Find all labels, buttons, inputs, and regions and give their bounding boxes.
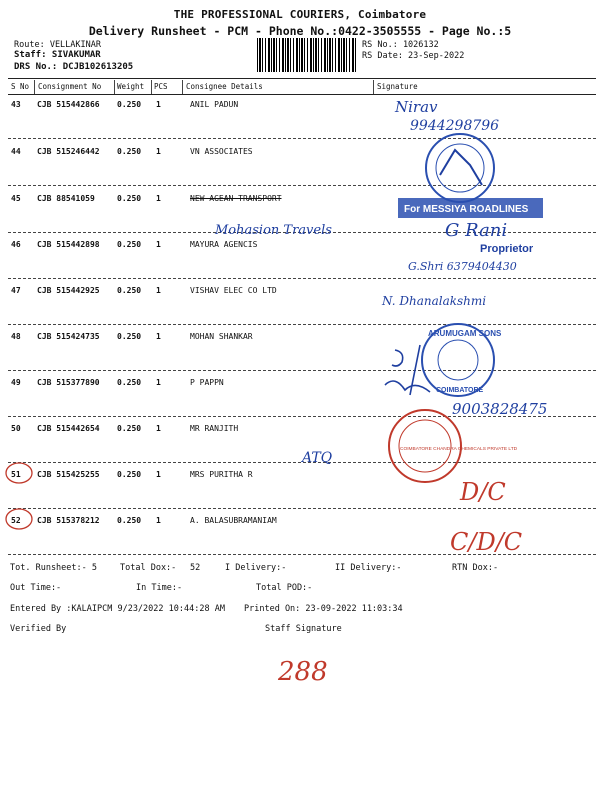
row-pcs: 1	[156, 470, 161, 479]
ii-delivery-label: II Delivery:-	[335, 563, 402, 573]
row-consignment-no: CJB 88541059	[37, 194, 95, 203]
total-pod-label: Total POD:-	[256, 583, 313, 593]
svg-text:Proprietor: Proprietor	[480, 243, 534, 255]
row-pcs: 1	[156, 147, 161, 156]
row-consignment-no: CJB 515442925	[37, 286, 100, 295]
row-sno: 43	[11, 100, 21, 109]
staff-signature-scribble: 288	[278, 657, 328, 687]
round-stamp	[426, 134, 494, 202]
row-sno: 45	[11, 194, 21, 203]
row-consignment-no: CJB 515424735	[37, 332, 100, 341]
out-time-label: Out Time:-	[10, 583, 62, 593]
round-stamp	[422, 324, 502, 396]
rs-number: RS No.: 1026132	[362, 40, 439, 50]
row-weight: 0.250	[117, 147, 142, 156]
row-consignee: VN ASSOCIATES	[190, 147, 253, 156]
row-consignment-no: CJB 515442866	[37, 100, 100, 109]
row-weight: 0.250	[117, 100, 142, 109]
row-consignment-no: CJB 515246442	[37, 147, 100, 156]
row-pcs: 1	[156, 378, 161, 387]
row-consignee: P PAPPN	[190, 378, 224, 387]
handwritten-note: D/C	[460, 478, 506, 506]
staff-signature-label: Staff Signature	[265, 624, 342, 634]
i-delivery-label: I Delivery:-	[225, 563, 287, 573]
col-header-sno: S No	[11, 82, 30, 91]
printed-on: Printed On: 23-09-2022 11:03:34	[244, 604, 403, 614]
drs-number: DRS No.: DCJB102613205	[14, 62, 134, 72]
row-weight: 0.250	[117, 470, 142, 479]
col-header-consignee: Consignee Details	[186, 82, 263, 91]
row-consignment-no: CJB 515378212	[37, 516, 100, 525]
row-weight: 0.250	[117, 378, 142, 387]
col-header-weight: Weight	[117, 82, 145, 91]
handwritten-signature: N. Dhanalakshmi	[382, 294, 487, 308]
svg-text:COIMBATORE: COIMBATORE	[436, 387, 484, 394]
row-pcs: 1	[156, 332, 161, 341]
row-weight: 0.250	[117, 516, 142, 525]
svg-text:For MESSIYA ROADLINES: For MESSIYA ROADLINES	[404, 204, 529, 215]
row-consignment-no: CJB 515442654	[37, 424, 100, 433]
row-pcs: 1	[156, 100, 161, 109]
handwritten-name: Nirav	[395, 98, 438, 116]
staff-label: Staff: SIVAKUMAR	[14, 50, 101, 60]
total-dox-label: Total Dox:-	[120, 563, 177, 573]
svg-text:COIMBATORE CHANDRA CHEMICALS P: COIMBATORE CHANDRA CHEMICALS PRIVATE LTD	[400, 447, 518, 452]
row-sno: 49	[11, 378, 21, 387]
handwritten-phone: 9944298796	[410, 118, 500, 134]
row-consignee: NEW AGEAN TRANSPORT	[190, 194, 282, 203]
handwritten-signature: G Rani	[445, 220, 508, 241]
total-dox-value: 52	[190, 563, 201, 573]
row-weight: 0.250	[117, 194, 142, 203]
row-sno: 48	[11, 332, 21, 341]
col-header-pcs: PCS	[154, 82, 168, 91]
row-pcs: 1	[156, 516, 161, 525]
row-pcs: 1	[156, 424, 161, 433]
red-round-stamp	[389, 410, 518, 482]
route-label: Route: VELLAKINAR	[14, 40, 101, 50]
col-header-signature: Signature	[377, 82, 418, 91]
row-consignee: VISHAV ELEC CO LTD	[190, 286, 277, 295]
row-sno: 52	[11, 516, 21, 525]
handwritten-phone: G.Shri 6379404430	[408, 260, 517, 273]
entered-by: Entered By :KALAIPCM 9/23/2022 10:44:28 AM	[10, 604, 225, 614]
row-sno: 47	[11, 286, 21, 295]
handwritten-note: ATQ	[302, 450, 333, 466]
row-pcs: 1	[156, 286, 161, 295]
row-weight: 0.250	[117, 424, 142, 433]
row-consignee: ANIL PADUN	[190, 100, 239, 109]
row-pcs: 1	[156, 240, 161, 249]
row-weight: 0.250	[117, 332, 142, 341]
row-weight: 0.250	[117, 240, 142, 249]
row-sno: 44	[11, 147, 21, 156]
runsheet-title: Delivery Runsheet - PCM - Phone No.:0422-3505555 - Page No.:5	[88, 24, 512, 38]
row-consignee: A. BALASUBRAMANIAM	[190, 516, 277, 525]
col-header-consignment: Consignment No	[38, 82, 102, 91]
svg-text:ARUMUGAM SONS: ARUMUGAM SONS	[428, 329, 502, 338]
red-circle-mark	[6, 509, 32, 529]
rs-date: RS Date: 23-Sep-2022	[362, 51, 465, 61]
row-consignee: MRS PURITHA R	[190, 470, 253, 479]
row-consignee: MR RANJITH	[190, 424, 239, 433]
company-title: THE PROFESSIONAL COURIERS, Coimbatore	[173, 8, 427, 21]
verified-by-label: Verified By	[10, 624, 67, 634]
row-sno: 46	[11, 240, 21, 249]
row-consignment-no: CJB 515377890	[37, 378, 100, 387]
row-pcs: 1	[156, 194, 161, 203]
rtn-dox-label: RTN Dox:-	[452, 563, 499, 573]
total-runsheet: Tot. Runsheet:- 5	[10, 563, 97, 573]
row-sno: 51	[11, 470, 21, 479]
handwritten-note: C/D/C	[450, 528, 523, 556]
handwritten-phone: 9003828475	[452, 400, 548, 418]
red-circle-mark	[6, 463, 32, 483]
row-consignment-no: CJB 515442898	[37, 240, 100, 249]
in-time-label: In Time:-	[136, 583, 183, 593]
row-sno: 50	[11, 424, 21, 433]
row-consignment-no: CJB 515425255	[37, 470, 100, 479]
row-consignee: MAYURA AGENCIS	[190, 240, 258, 249]
row-consignee: MOHAN SHANKAR	[190, 332, 253, 341]
row-weight: 0.250	[117, 286, 142, 295]
handwritten-note: Mohasion Travels	[215, 223, 332, 238]
